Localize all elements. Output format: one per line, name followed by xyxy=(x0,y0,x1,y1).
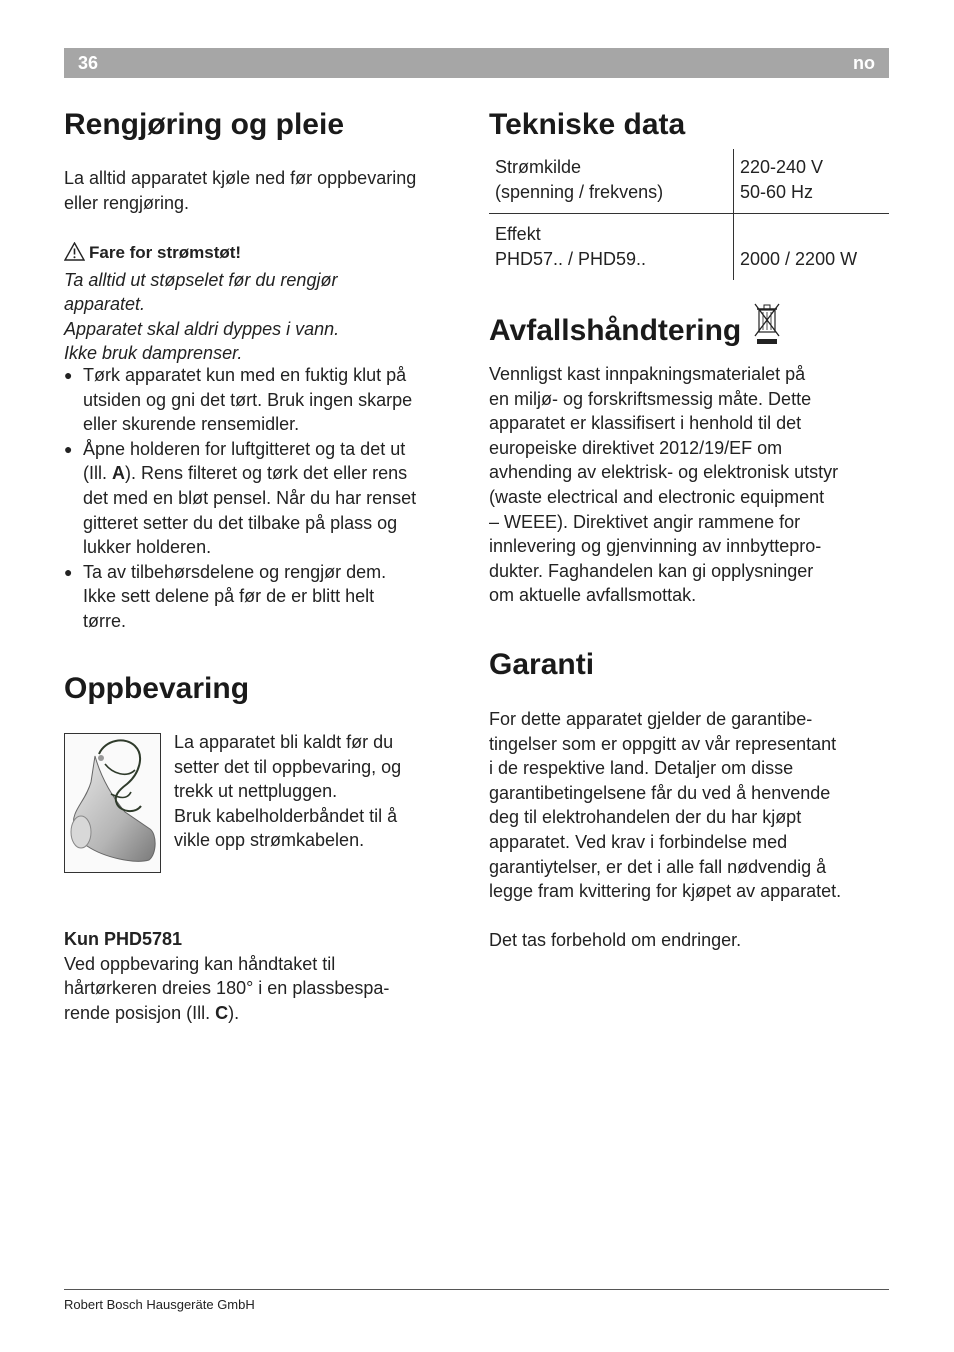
technical-title: Tekniske data xyxy=(489,108,686,141)
disposal-line: apparatet er klassifisert i henhold til det xyxy=(489,413,802,434)
technical-table-wrap xyxy=(489,149,889,280)
disposal-line: en miljø- og forskriftsmessig måte. Dette xyxy=(489,388,812,409)
warranty-line: legge fram kvittering for kjøpet av apparatet. xyxy=(489,881,842,902)
warning-triangle-icon xyxy=(64,242,85,268)
table-cell-value xyxy=(734,214,890,281)
warranty-line: garantiytelser, er det i alle fall nødvendig å xyxy=(489,856,827,877)
list-item-line: gitteret setter du det tilbake på plass og xyxy=(83,512,398,533)
cell-line: (spenning / frekvens) xyxy=(495,182,664,202)
table-row xyxy=(489,149,889,214)
cell-line: 220-240 V xyxy=(740,157,824,177)
list-item xyxy=(64,363,474,437)
list-item-line: det med en bløt pensel. Når du har renset xyxy=(83,487,417,508)
page-header-bar xyxy=(64,48,889,78)
warranty-line: tingelser som er oppgitt av vår representant xyxy=(489,733,837,754)
warning-line: Ta alltid ut støpselet før du rengjør xyxy=(64,269,338,290)
warranty-title: Garanti xyxy=(489,648,595,681)
list-item xyxy=(64,437,474,560)
cell-line: PHD57.. / PHD59.. xyxy=(495,249,647,269)
list-item xyxy=(64,560,474,634)
phd5781-line xyxy=(64,1001,474,1026)
text-span: ). xyxy=(228,1002,240,1023)
text-span: (Ill. xyxy=(83,463,112,484)
storage-text-line: trekk ut nettpluggen. xyxy=(174,781,338,802)
text-span: rende posisjon (Ill. xyxy=(64,1002,216,1023)
disposal-line: (waste electrical and electronic equipment xyxy=(489,486,825,507)
list-item-line: ● Åpne holderen for luftgitteret og ta det ut xyxy=(83,438,406,459)
disposal-line: avhending av elektrisk- og elektronisk utstyr xyxy=(489,462,839,483)
text-span: ). Rens filteret og tørk det eller rens xyxy=(125,463,408,484)
footer-divider xyxy=(64,1289,889,1290)
phd5781-subtitle: Kun PHD5781 xyxy=(64,929,183,949)
table-cell-label xyxy=(489,149,734,214)
list-item-line: lukker holderen. xyxy=(83,537,212,558)
warranty-text xyxy=(489,707,889,904)
list-item-line: utsiden og gni det tørt. Bruk ingen skarpe xyxy=(83,389,413,410)
warranty-line: apparatet. Ved krav i forbindelse med xyxy=(489,831,788,852)
cleaning-intro-line: eller rengjøring. xyxy=(64,192,190,213)
changes-note: Det tas forbehold om endringer. xyxy=(489,930,742,950)
weee-crossed-bin-icon xyxy=(752,300,782,354)
phd5781-line: hårtørkeren dreies 180° i en plassbespa- xyxy=(64,978,390,999)
warranty-line: i de respektive land. Detaljer om disse xyxy=(489,758,794,779)
cleaning-title: Rengjøring og pleie xyxy=(64,108,345,141)
list-item-line: ● Ta av tilbehørsdelene og rengjør dem. xyxy=(83,561,387,582)
disposal-line: dukter. Faghandelen kan gi opplysninger xyxy=(489,560,814,581)
warning-line: Apparatet skal aldri dyppes i vann. xyxy=(64,318,340,339)
disposal-line: – WEEE). Direktivet angir rammene for xyxy=(489,511,801,532)
phd5781-note xyxy=(64,927,474,1025)
figure-ref: C xyxy=(215,1002,229,1023)
warranty-line: garantibetingelsene får du ved å henvende xyxy=(489,782,831,803)
disposal-text xyxy=(489,362,889,608)
storage-text xyxy=(174,730,469,853)
disposal-title-text: Avfallshåndtering xyxy=(489,314,742,347)
figure-ref: A xyxy=(112,463,125,484)
warning-title: Fare for strømstøt! xyxy=(89,243,242,262)
disposal-line: innlevering og gjenvinning av innbyttepro- xyxy=(489,536,822,557)
list-item-line: eller skurende rensemidler. xyxy=(83,414,300,435)
list-item-line: ● Tørk apparatet kun med en fuktig klut på xyxy=(83,365,407,385)
page-number: 36 xyxy=(78,53,99,73)
storage-text-line: La apparatet bli kaldt før du xyxy=(174,732,394,752)
disposal-line: europeiske direktivet 2012/19/EF om xyxy=(489,437,783,458)
cell-line: Strømkilde xyxy=(495,157,582,177)
list-item-line: tørre. xyxy=(83,610,126,631)
disposal-line: Vennligst kast innpakningsmaterialet på xyxy=(489,364,806,384)
disposal-title xyxy=(489,300,782,354)
footer-company: Robert Bosch Hausgeräte GmbH xyxy=(64,1297,255,1312)
list-item-line xyxy=(83,461,474,486)
list-item-line: Ikke sett delene på før de er blitt helt xyxy=(83,586,375,607)
phd5781-line: Ved oppbevaring kan håndtaket til xyxy=(64,953,336,974)
warranty-line: For dette apparatet gjelder de garantibe- xyxy=(489,709,813,729)
technical-table xyxy=(489,149,889,280)
cleaning-intro-line: La alltid apparatet kjøle ned før oppbevaring xyxy=(64,168,417,188)
warning-line: apparatet. xyxy=(64,294,146,315)
warranty-line: deg til elektrohandelen der du har kjøpt xyxy=(489,807,802,828)
storage-text-line: setter det til oppbevaring, og xyxy=(174,756,402,777)
table-cell-value xyxy=(734,149,890,214)
warning-block xyxy=(64,240,474,366)
warning-line: Ikke bruk damprenser. xyxy=(64,343,243,364)
table-row xyxy=(489,214,889,281)
storage-title: Oppbevaring xyxy=(64,672,250,705)
hairdryer-with-cable-image xyxy=(64,733,161,873)
language-code: no xyxy=(853,53,875,73)
cell-line: 2000 / 2200 W xyxy=(740,249,858,269)
storage-text-line: vikle opp strømkabelen. xyxy=(174,830,365,851)
warning-heading xyxy=(64,240,474,268)
cleaning-bullet-list xyxy=(64,363,474,634)
cell-line: 50-60 Hz xyxy=(740,182,814,202)
disposal-line: om aktuelle avfallsmottak. xyxy=(489,585,697,606)
cell-line: Effekt xyxy=(495,224,541,244)
table-cell-label xyxy=(489,214,734,281)
storage-text-line: Bruk kabelholderbåndet til å xyxy=(174,805,398,826)
cleaning-intro xyxy=(64,166,474,215)
